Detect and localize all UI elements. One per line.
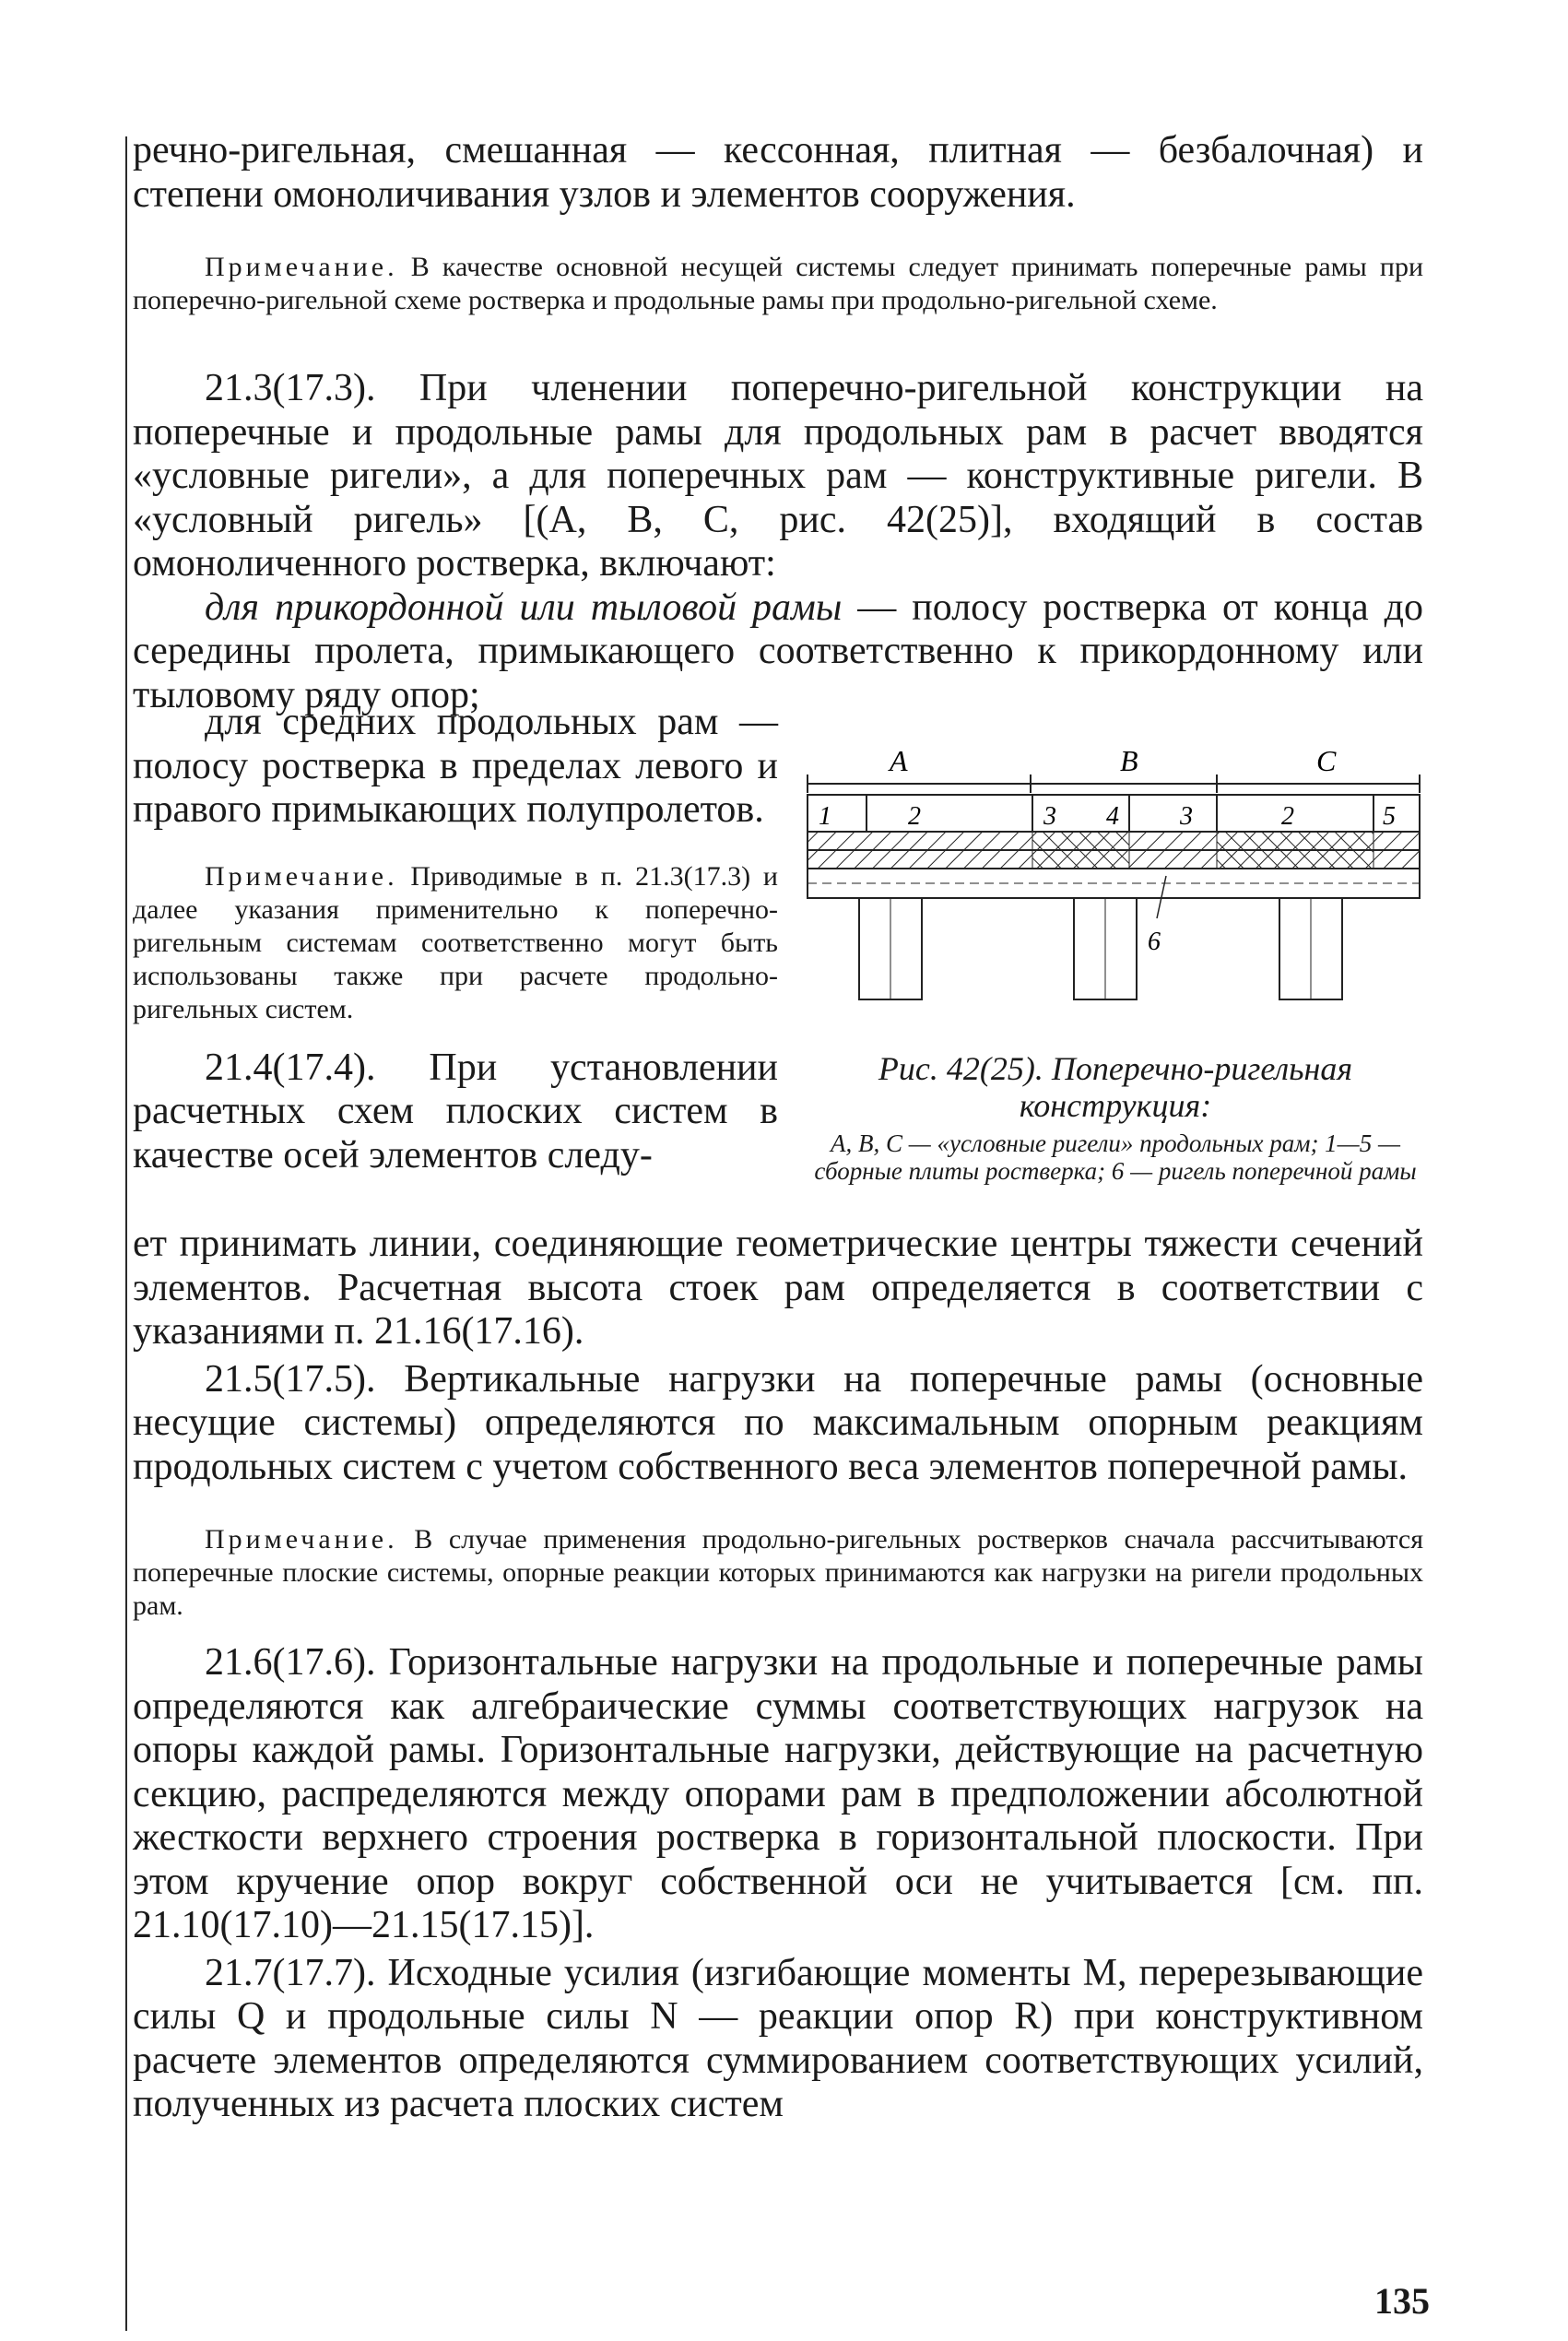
note-label: Примечание. — [205, 1524, 398, 1555]
section-21-3 — [133, 367, 1423, 717]
label-c: C — [1316, 744, 1337, 777]
label-a: A — [890, 744, 908, 777]
note-text: Приводимые в п. 21.3(17.3) и далее указания применительно к поперечно-ригельным системам соответственно могут быть использованы также при расчете продольно-ригельных систем. — [133, 860, 778, 1024]
figure-legend: А, В, С — «условные ригели» продольных рам; 1—5 — сборные плиты ростверка; 6 — ригель поперечной рамы — [814, 1129, 1417, 1185]
margin-rule — [125, 136, 127, 2331]
figure-42 — [802, 738, 1429, 1185]
paragraph-text: речно-ригельная, смешанная — кессонная, плитная — безбалочная) и степени омоноличивания узлов и элементов сооружения. — [133, 129, 1423, 216]
slab-label-3: 3 — [1043, 802, 1056, 831]
note-text: В случае применения продольно-ригельных ростверков сначала рассчитываются поперечные плоские системы, опорные реакции которых принимаются как нагрузки на ригели продольных рам. — [133, 1524, 1423, 1621]
note-text: В качестве основной несущей системы следует принимать поперечные рамы при поперечно-ригельной схеме ростверка и продольные рамы при продольно-ригельной схеме. — [133, 252, 1423, 315]
left-column — [133, 701, 778, 1177]
italic-phrase: для прикордонной или тыловой рамы — [205, 585, 843, 629]
section-21-6-7 — [133, 1641, 1423, 2127]
figure-caption — [802, 1050, 1429, 1185]
paragraph-21-7: 21.7(17.7). Исходные усилия (изгибающие моменты М, перерезывающие силы Q и продольные силы N — реакции опор R) при конструктивном расчете элементов определяются суммированием соответствующих усилий, полученных из расчета плоских систем — [133, 1951, 1423, 2125]
paragraph-top — [133, 129, 1423, 217]
note-label: Примечание. — [205, 252, 398, 282]
note-3 — [133, 1523, 1423, 1623]
slab-label-1: 1 — [819, 802, 831, 831]
note-2 — [133, 860, 778, 1026]
slab-label-2: 2 — [908, 802, 921, 831]
paragraph-text: — полосу ростверка от конца до середины пролета, примыкающего соответственно к прикордонному или тыловому ряду опор; — [133, 585, 1423, 716]
slab-label-4: 4 — [1106, 802, 1119, 831]
slab-label-2b: 2 — [1281, 802, 1294, 831]
slab-label-3b: 3 — [1180, 802, 1193, 831]
paragraph-21-3-b: для средних продольных рам — полосу ростверка в пределах левого и правого примыкающих полупролетов. — [133, 701, 778, 831]
note-label: Примечание. — [205, 860, 398, 892]
paragraph-21-4-end: ет принимать линии, соединяющие геометрические центры тяжести сечений элементов. Расчетная высота стоек рам определяется в соответствии с указаниями п. 21.16(17.16). — [133, 1223, 1423, 1353]
section-21-4-5 — [133, 1223, 1423, 1489]
beam-label-6: 6 — [1148, 928, 1161, 956]
paragraph-21-3-a — [133, 586, 1423, 718]
frame-diagram — [802, 738, 1429, 1042]
paragraph-21-4-start: 21.4(17.4). При установлении расчетных схем плоских систем в качестве осей элементов следу- — [133, 1046, 778, 1176]
page-number: 135 — [1374, 2280, 1430, 2322]
note-1 — [133, 251, 1423, 317]
paragraph-21-5: 21.5(17.5). Вертикальные нагрузки на поперечные рамы (основные несущие системы) определяются по максимальным опорным реакциям продольных систем с учетом собственного веса элементов поперечной рамы. — [133, 1357, 1423, 1488]
figure-title: Рис. 42(25). Поперечно-ригельная конструкция: — [878, 1050, 1353, 1124]
label-b: B — [1120, 744, 1138, 777]
paragraph-21-6: 21.6(17.6). Горизонтальные нагрузки на продольные и поперечные рамы определяются как алгебраические суммы соответствующих нагрузок на опоры каждой рамы. Горизонтальные нагрузки, действующие на расчетную секцию, распределяются между опорами рам в предположении абсолютной жесткости верхнего строения ростверка в горизонтальной плоскости. При этом кручение опор вокруг собственной оси не учитывается [см. пп. 21.10(17.10)—21.15(17.15)]. — [133, 1641, 1423, 1946]
slab-label-5: 5 — [1383, 802, 1396, 831]
paragraph-21-3: 21.3(17.3). При членении поперечно-ригельной конструкции на поперечные и продольные рамы для продольных рам в расчет вводятся «условные ригели», а для поперечных рам — конструктивные ригели. В «условный ригель» [(А, В, С, рис. 42(25)], входящий в состав омоноличенного ростверка, включают: — [133, 367, 1423, 585]
